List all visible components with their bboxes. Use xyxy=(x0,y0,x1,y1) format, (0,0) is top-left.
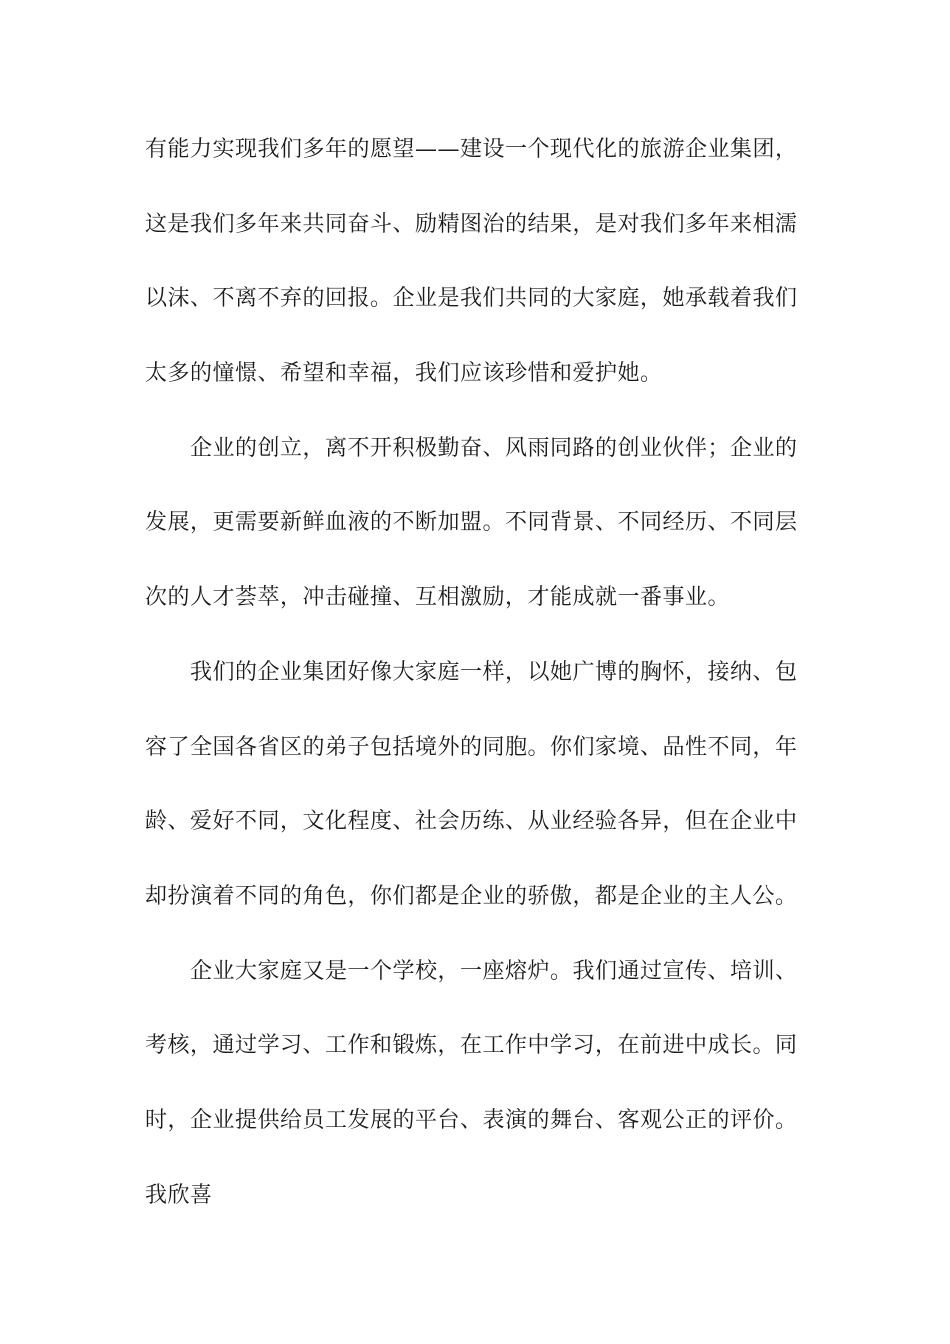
text-line: 我欣喜 xyxy=(145,1182,213,1208)
text-line: 有能力实现我们多年的愿望——建设一个现代化的旅游企业集团， xyxy=(145,137,798,162)
text-line: 考核，通过学习、工作和锻炼，在工作中学习，在前进中成长。同 xyxy=(145,1033,798,1059)
text-line: 企业大家庭又是一个学校，一座熔炉。我们通过宣传、培训、 xyxy=(190,958,798,984)
body-text xyxy=(145,128,809,1248)
text-line: 这是我们多年来共同奋斗、励精图治的结果，是对我们多年来相濡 xyxy=(145,211,798,237)
text-line: 却扮演着不同的角色，你们都是企业的骄傲，都是企业的主人公。 xyxy=(145,883,798,909)
text-line: 太多的憧憬、希望和幸福，我们应该珍惜和爱护她。 xyxy=(145,361,663,387)
text-line: 我们的企业集团好像大家庭一样，以她广博的胸怀，接纳、包 xyxy=(190,659,798,685)
text-line: 以沫、不离不弃的回报。企业是我们共同的大家庭，她承载着我们 xyxy=(145,286,798,312)
text-line: 龄、爱好不同，文化程度、社会历练、从业经验各异，但在企业中 xyxy=(145,809,798,835)
text-line: 发展，更需要新鲜血液的不断加盟。不同背景、不同经历、不同层 xyxy=(145,510,798,536)
text-line: 时，企业提供给员工发展的平台、表演的舞台、客观公正的评价。 xyxy=(145,1107,798,1133)
text-line: 企业的创立，离不开积极勤奋、风雨同路的创业伙伴；企业的 xyxy=(190,435,798,461)
text-line: 容了全国各省区的弟子包括境外的同胞。你们家境、品性不同，年 xyxy=(145,734,798,760)
text-line: 次的人才荟萃，冲击碰撞、互相激励，才能成就一番事业。 xyxy=(145,585,731,611)
